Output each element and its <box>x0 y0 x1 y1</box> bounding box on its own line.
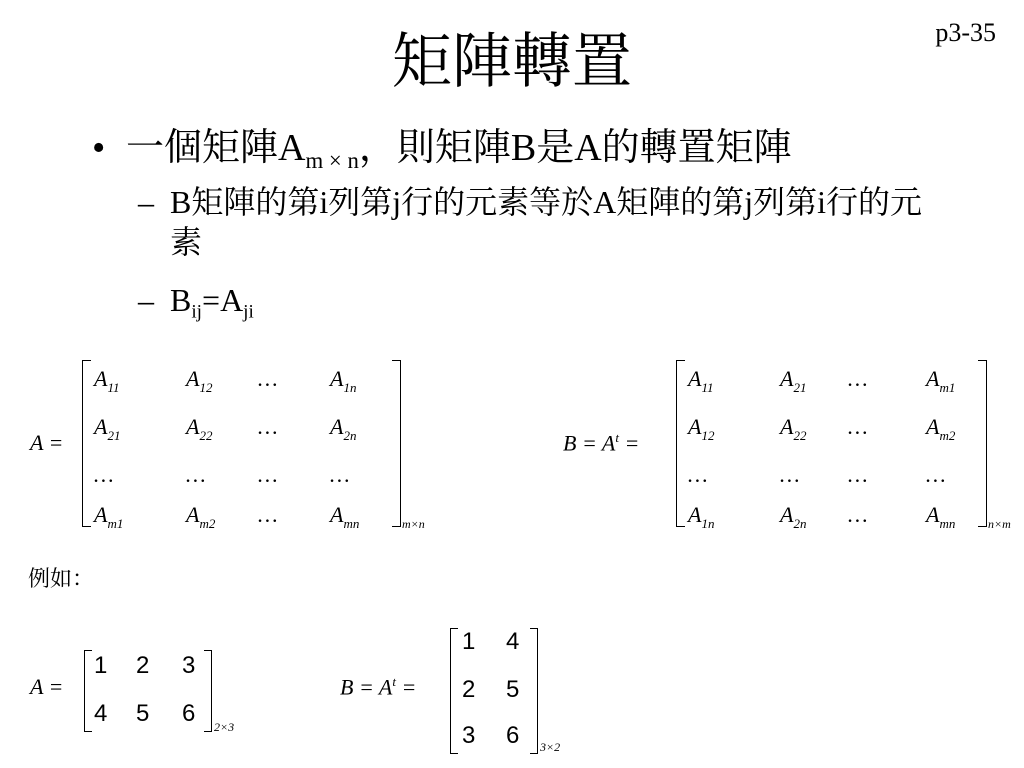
sub-bullet-dash: – <box>138 184 154 220</box>
matrix-cell: … <box>258 414 278 439</box>
matrix-cell: 4 <box>506 628 520 655</box>
matrix-cell: $A_{m1}$ <box>94 502 124 531</box>
right-bracket <box>530 628 538 754</box>
matrix-cell: … <box>848 502 868 527</box>
sub-bullet-definition <box>138 182 940 262</box>
matrix-cell: $A_{mn}$ <box>330 502 360 531</box>
left-bracket <box>676 360 685 527</box>
matrix-lhs: A = <box>30 430 64 455</box>
matrix-cell: 6 <box>506 722 520 749</box>
example-label: 例如： <box>28 567 95 592</box>
matrix-cell: … <box>258 366 278 391</box>
matrix-cell: $A_{12}$ <box>186 366 213 395</box>
matrix-cell: … <box>780 462 800 487</box>
matrix-cell: … <box>330 462 350 487</box>
bullet-subscript: m × n <box>305 147 359 173</box>
matrix-cell: … <box>848 366 868 391</box>
formula-sub-ij: ij <box>191 301 203 323</box>
left-bracket <box>450 628 458 754</box>
right-bracket <box>978 360 987 527</box>
sub-bullet-dash: – <box>138 282 154 318</box>
matrix-dimension: 3×2 <box>540 740 561 754</box>
formula-b: B <box>170 282 192 318</box>
matrix-lhs: A = <box>30 674 64 699</box>
matrix-cell: 2 <box>462 676 476 703</box>
bullet-text-after: ，則矩陣B是A的轉置矩陣 <box>358 127 792 169</box>
matrix-cell: $A_{21}$ <box>780 366 807 395</box>
sub-bullet-definition-text: B矩陣的第i列第j行的元素等於A矩陣的第j列第i行的元素 <box>170 184 923 260</box>
page-number: p3-35 <box>935 18 996 47</box>
right-bracket <box>392 360 401 527</box>
sub-bullet-formula <box>138 280 254 333</box>
matrix-cell: … <box>94 462 114 487</box>
matrix-cell: … <box>848 414 868 439</box>
transpose-sup: t <box>392 674 396 689</box>
equals-sign: = <box>624 430 640 456</box>
right-bracket <box>204 650 212 732</box>
matrix-cell: $A_{m1}$ <box>926 366 956 395</box>
matrix-cell: $A_{1n}$ <box>688 502 715 531</box>
lhs-text: B = A <box>340 674 393 700</box>
matrix-cell: 3 <box>182 652 196 679</box>
slide-title: 矩陣轉置 <box>392 29 632 95</box>
bullet-text-before: 一個矩陣A <box>126 127 306 169</box>
equals-sign: = <box>401 674 417 700</box>
left-bracket <box>84 650 92 732</box>
matrix-cell: … <box>926 462 946 487</box>
matrix-cell: … <box>258 462 278 487</box>
matrix-cell: $A_{mn}$ <box>926 502 956 531</box>
matrix-cell: … <box>186 462 206 487</box>
matrix-dimension: n×m <box>988 517 1011 531</box>
matrix-cell: $A_{12}$ <box>688 414 715 443</box>
matrix-cell: 6 <box>182 700 196 727</box>
formula-eq-a: =A <box>202 282 244 318</box>
matrix-cell: $A_{2n}$ <box>780 502 807 531</box>
matrix-dimension: m×n <box>402 517 425 531</box>
matrix-cell: $A_{22}$ <box>780 414 807 443</box>
matrix-cell: $A_{11}$ <box>688 366 714 395</box>
matrix-dimension: 2×3 <box>214 720 235 734</box>
bullet-dot: • <box>92 127 106 169</box>
matrix-cell: $A_{11}$ <box>94 366 120 395</box>
matrix-cell: 1 <box>462 628 476 655</box>
matrix-cell: 1 <box>94 652 108 679</box>
matrix-cell: $A_{m2}$ <box>926 414 956 443</box>
matrix-cell: 4 <box>94 700 108 727</box>
formula-sub-ji: ji <box>243 301 254 323</box>
transpose-sup: t <box>615 430 619 445</box>
matrix-lhs <box>340 674 416 700</box>
matrix-cell: $A_{21}$ <box>94 414 121 443</box>
sub-bullet-formula-text <box>170 280 254 333</box>
matrix-cell: 5 <box>506 676 520 703</box>
matrix-cell: 2 <box>136 652 150 679</box>
matrix-cell: $A_{m2}$ <box>186 502 216 531</box>
matrix-cell: … <box>848 462 868 487</box>
bullet-text <box>126 127 792 173</box>
lhs-text: B = A <box>563 430 616 456</box>
matrix-cell: … <box>688 462 708 487</box>
matrix-cell: $A_{22}$ <box>186 414 213 443</box>
left-bracket <box>82 360 91 527</box>
matrix-cell: … <box>258 502 278 527</box>
matrix-cell: $A_{2n}$ <box>330 414 357 443</box>
matrix-cell: $A_{1n}$ <box>330 366 357 395</box>
main-bullet <box>92 125 792 184</box>
matrix-cell: 3 <box>462 722 476 749</box>
matrix-lhs <box>563 430 639 456</box>
matrix-cell: 5 <box>136 700 150 727</box>
